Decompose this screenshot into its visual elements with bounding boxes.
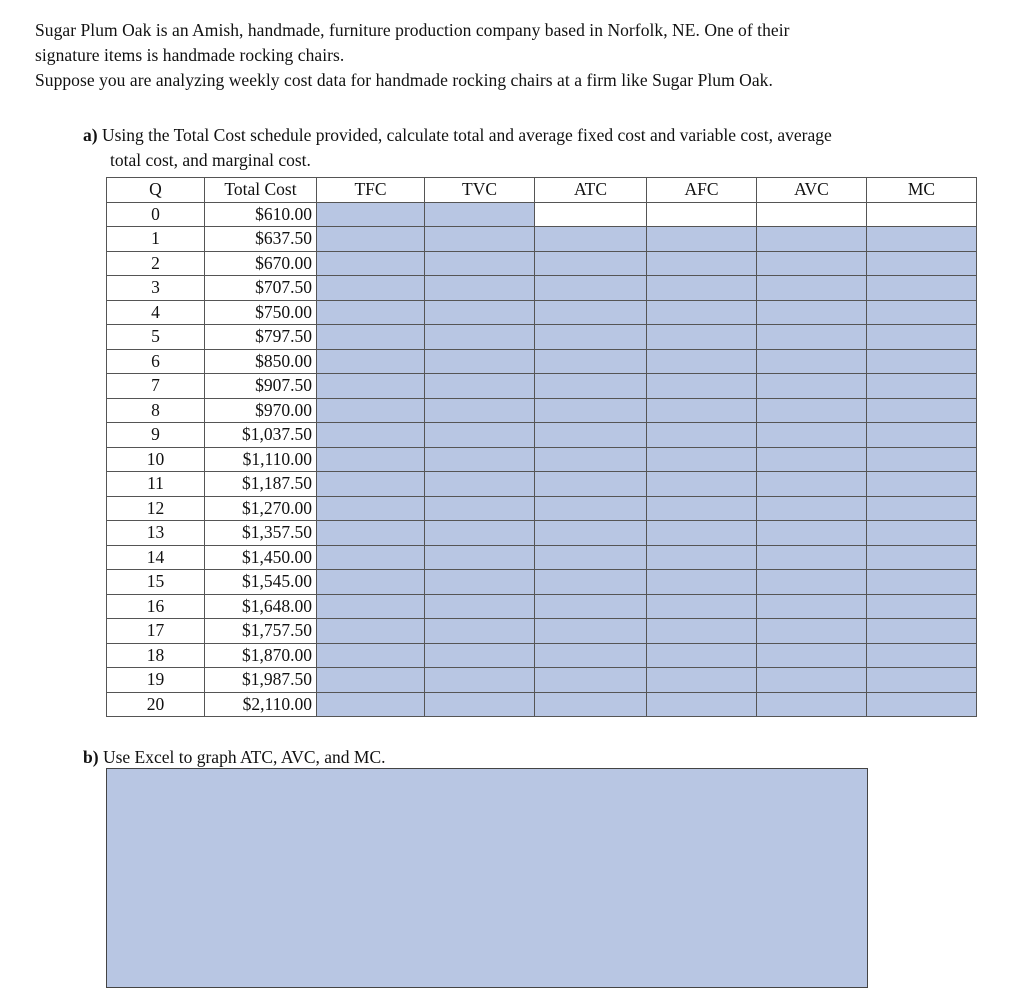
cell-total-cost: $850.00: [205, 349, 317, 374]
answer-cell-atc[interactable]: [535, 472, 647, 497]
cell-total-cost: $797.50: [205, 325, 317, 350]
part-a-label: a): [83, 125, 98, 145]
answer-cell-afc: [647, 202, 757, 227]
answer-cell-tvc[interactable]: [425, 692, 535, 717]
answer-cell-tvc[interactable]: [425, 423, 535, 448]
answer-cell-tfc[interactable]: [317, 496, 425, 521]
answer-cell-atc[interactable]: [535, 251, 647, 276]
answer-cell-atc[interactable]: [535, 643, 647, 668]
answer-cell-tfc[interactable]: [317, 472, 425, 497]
answer-cell-atc[interactable]: [535, 276, 647, 301]
answer-cell-mc[interactable]: [867, 619, 977, 644]
table-row: [107, 202, 977, 227]
cell-q: 19: [107, 668, 205, 693]
answer-cell-afc[interactable]: [647, 251, 757, 276]
answer-cell-afc[interactable]: [647, 692, 757, 717]
cell-total-cost: $1,757.50: [205, 619, 317, 644]
cell-q: 13: [107, 521, 205, 546]
cell-total-cost: $1,648.00: [205, 594, 317, 619]
cell-q: 16: [107, 594, 205, 619]
answer-cell-afc[interactable]: [647, 300, 757, 325]
answer-cell-afc[interactable]: [647, 643, 757, 668]
answer-cell-avc[interactable]: [757, 227, 867, 252]
cell-total-cost: $2,110.00: [205, 692, 317, 717]
answer-cell-atc[interactable]: [535, 619, 647, 644]
table-row: [107, 643, 977, 668]
answer-cell-mc[interactable]: [867, 349, 977, 374]
answer-cell-mc[interactable]: [867, 692, 977, 717]
answer-cell-avc[interactable]: [757, 545, 867, 570]
answer-cell-atc[interactable]: [535, 374, 647, 399]
answer-cell-mc[interactable]: [867, 496, 977, 521]
column-header-q: Q: [107, 178, 205, 203]
table-row: [107, 276, 977, 301]
table-row: [107, 668, 977, 693]
answer-cell-avc[interactable]: [757, 472, 867, 497]
answer-cell-mc[interactable]: [867, 521, 977, 546]
answer-cell-avc[interactable]: [757, 594, 867, 619]
answer-cell-mc[interactable]: [867, 594, 977, 619]
answer-cell-avc: [757, 202, 867, 227]
cell-q: 0: [107, 202, 205, 227]
cell-q: 3: [107, 276, 205, 301]
table-header-row: [107, 178, 977, 203]
answer-cell-tfc[interactable]: [317, 545, 425, 570]
cell-q: 18: [107, 643, 205, 668]
cell-total-cost: $1,987.50: [205, 668, 317, 693]
answer-cell-avc[interactable]: [757, 447, 867, 472]
answer-cell-mc[interactable]: [867, 300, 977, 325]
intro-line-2: signature items is handmade rocking chairs.: [35, 45, 345, 65]
answer-cell-tvc[interactable]: [425, 447, 535, 472]
answer-cell-mc[interactable]: [867, 570, 977, 595]
table-row: [107, 545, 977, 570]
column-header-avc: AVC: [757, 178, 867, 203]
answer-cell-avc[interactable]: [757, 398, 867, 423]
answer-cell-tfc[interactable]: [317, 202, 425, 227]
answer-cell-afc[interactable]: [647, 398, 757, 423]
cell-total-cost: $1,110.00: [205, 447, 317, 472]
answer-cell-afc[interactable]: [647, 521, 757, 546]
intro-text: [35, 18, 995, 93]
part-b-text: Use Excel to graph ATC, AVC, and MC.: [102, 747, 386, 767]
answer-cell-tfc[interactable]: [317, 619, 425, 644]
answer-cell-afc[interactable]: [647, 472, 757, 497]
answer-cell-mc[interactable]: [867, 276, 977, 301]
answer-cell-tvc[interactable]: [425, 668, 535, 693]
cell-q: 8: [107, 398, 205, 423]
answer-cell-tvc[interactable]: [425, 521, 535, 546]
cell-total-cost: $1,870.00: [205, 643, 317, 668]
answer-cell-tvc[interactable]: [425, 594, 535, 619]
table-row: [107, 447, 977, 472]
answer-cell-atc[interactable]: [535, 227, 647, 252]
cell-total-cost: $970.00: [205, 398, 317, 423]
answer-cell-tfc[interactable]: [317, 251, 425, 276]
answer-cell-mc[interactable]: [867, 668, 977, 693]
answer-cell-atc[interactable]: [535, 398, 647, 423]
answer-cell-tvc[interactable]: [425, 398, 535, 423]
answer-cell-tvc[interactable]: [425, 300, 535, 325]
cell-q: 5: [107, 325, 205, 350]
table-row: [107, 325, 977, 350]
intro-line-3: Suppose you are analyzing weekly cost data for handmade rocking chairs at a firm like Sugar Plum Oak.: [35, 70, 773, 90]
graph-answer-box[interactable]: [106, 768, 868, 988]
table-row: [107, 349, 977, 374]
part-a-text-1: Using the Total Cost schedule provided, calculate total and average fixed cost and variable cost, average: [101, 125, 832, 145]
answer-cell-atc: [535, 202, 647, 227]
cell-total-cost: $1,187.50: [205, 472, 317, 497]
cell-q: 9: [107, 423, 205, 448]
answer-cell-tfc[interactable]: [317, 668, 425, 693]
table-row: [107, 423, 977, 448]
answer-cell-tfc[interactable]: [317, 570, 425, 595]
part-a-line-1: [83, 123, 983, 148]
answer-cell-tfc[interactable]: [317, 227, 425, 252]
answer-cell-tfc[interactable]: [317, 325, 425, 350]
cell-q: 12: [107, 496, 205, 521]
answer-cell-tfc[interactable]: [317, 300, 425, 325]
column-header-mc: MC: [867, 178, 977, 203]
answer-cell-avc[interactable]: [757, 374, 867, 399]
column-header-atc: ATC: [535, 178, 647, 203]
cell-q: 2: [107, 251, 205, 276]
cell-total-cost: $1,545.00: [205, 570, 317, 595]
answer-cell-afc[interactable]: [647, 496, 757, 521]
answer-cell-avc[interactable]: [757, 251, 867, 276]
answer-cell-mc[interactable]: [867, 227, 977, 252]
answer-cell-tfc[interactable]: [317, 594, 425, 619]
table-row: [107, 570, 977, 595]
table-row: [107, 251, 977, 276]
answer-cell-tfc[interactable]: [317, 521, 425, 546]
table-body: [107, 202, 977, 717]
answer-cell-mc[interactable]: [867, 643, 977, 668]
cell-total-cost: $707.50: [205, 276, 317, 301]
table-row: [107, 472, 977, 497]
part-b-prompt: [83, 745, 386, 770]
answer-cell-atc[interactable]: [535, 349, 647, 374]
answer-cell-avc[interactable]: [757, 521, 867, 546]
table-row: [107, 374, 977, 399]
cell-total-cost: $1,357.50: [205, 521, 317, 546]
answer-cell-tvc[interactable]: [425, 325, 535, 350]
answer-cell-atc[interactable]: [535, 692, 647, 717]
table-row: [107, 594, 977, 619]
answer-cell-afc[interactable]: [647, 447, 757, 472]
answer-cell-afc[interactable]: [647, 325, 757, 350]
answer-cell-tvc[interactable]: [425, 496, 535, 521]
answer-cell-mc[interactable]: [867, 472, 977, 497]
table-row: [107, 496, 977, 521]
answer-cell-avc[interactable]: [757, 423, 867, 448]
answer-cell-tvc[interactable]: [425, 374, 535, 399]
answer-cell-tvc[interactable]: [425, 349, 535, 374]
cell-q: 7: [107, 374, 205, 399]
cell-total-cost: $637.50: [205, 227, 317, 252]
answer-cell-tfc[interactable]: [317, 349, 425, 374]
answer-cell-tfc[interactable]: [317, 423, 425, 448]
cost-schedule-table: [106, 177, 977, 717]
cell-q: 15: [107, 570, 205, 595]
answer-cell-atc[interactable]: [535, 570, 647, 595]
answer-cell-tfc[interactable]: [317, 276, 425, 301]
answer-cell-atc[interactable]: [535, 545, 647, 570]
table-row: [107, 619, 977, 644]
answer-cell-tfc[interactable]: [317, 447, 425, 472]
answer-cell-tvc[interactable]: [425, 472, 535, 497]
table-row: [107, 398, 977, 423]
column-header-afc: AFC: [647, 178, 757, 203]
answer-cell-tfc[interactable]: [317, 374, 425, 399]
answer-cell-afc[interactable]: [647, 374, 757, 399]
table-row: [107, 521, 977, 546]
answer-cell-mc[interactable]: [867, 374, 977, 399]
answer-cell-avc[interactable]: [757, 349, 867, 374]
cell-total-cost: $610.00: [205, 202, 317, 227]
answer-cell-afc[interactable]: [647, 227, 757, 252]
answer-cell-atc[interactable]: [535, 521, 647, 546]
cell-q: 11: [107, 472, 205, 497]
cell-total-cost: $1,270.00: [205, 496, 317, 521]
answer-cell-mc: [867, 202, 977, 227]
table-row: [107, 227, 977, 252]
cell-q: 6: [107, 349, 205, 374]
answer-cell-tvc[interactable]: [425, 619, 535, 644]
answer-cell-tvc[interactable]: [425, 643, 535, 668]
column-header-tfc: TFC: [317, 178, 425, 203]
answer-cell-avc[interactable]: [757, 643, 867, 668]
cell-total-cost: $750.00: [205, 300, 317, 325]
cell-q: 20: [107, 692, 205, 717]
answer-cell-atc[interactable]: [535, 325, 647, 350]
answer-cell-avc[interactable]: [757, 692, 867, 717]
cell-total-cost: $1,450.00: [205, 545, 317, 570]
answer-cell-mc[interactable]: [867, 251, 977, 276]
part-a-prompt: [83, 123, 983, 173]
answer-cell-atc[interactable]: [535, 594, 647, 619]
answer-cell-avc[interactable]: [757, 570, 867, 595]
answer-cell-tfc[interactable]: [317, 643, 425, 668]
table-row: [107, 300, 977, 325]
answer-cell-tvc[interactable]: [425, 276, 535, 301]
cell-total-cost: $1,037.50: [205, 423, 317, 448]
cell-q: 1: [107, 227, 205, 252]
answer-cell-atc[interactable]: [535, 668, 647, 693]
intro-line-1: Sugar Plum Oak is an Amish, handmade, furniture production company based in Norfolk, NE. One of their: [35, 20, 790, 40]
answer-cell-afc[interactable]: [647, 594, 757, 619]
answer-cell-atc[interactable]: [535, 496, 647, 521]
answer-cell-afc[interactable]: [647, 276, 757, 301]
answer-cell-tfc[interactable]: [317, 692, 425, 717]
cell-total-cost: $907.50: [205, 374, 317, 399]
answer-cell-tfc[interactable]: [317, 398, 425, 423]
answer-cell-avc[interactable]: [757, 300, 867, 325]
answer-cell-avc[interactable]: [757, 619, 867, 644]
answer-cell-afc[interactable]: [647, 349, 757, 374]
answer-cell-tvc[interactable]: [425, 251, 535, 276]
answer-cell-mc[interactable]: [867, 423, 977, 448]
answer-cell-mc[interactable]: [867, 545, 977, 570]
answer-cell-avc[interactable]: [757, 276, 867, 301]
answer-cell-atc[interactable]: [535, 447, 647, 472]
answer-cell-atc[interactable]: [535, 300, 647, 325]
answer-cell-tvc[interactable]: [425, 227, 535, 252]
cell-total-cost: $670.00: [205, 251, 317, 276]
answer-cell-mc[interactable]: [867, 325, 977, 350]
cell-q: 17: [107, 619, 205, 644]
column-header-total-cost: Total Cost: [205, 178, 317, 203]
answer-cell-tvc[interactable]: [425, 202, 535, 227]
answer-cell-afc[interactable]: [647, 545, 757, 570]
cell-q: 14: [107, 545, 205, 570]
part-a-text-2: total cost, and marginal cost.: [110, 150, 311, 170]
answer-cell-avc[interactable]: [757, 325, 867, 350]
answer-cell-avc[interactable]: [757, 668, 867, 693]
cell-q: 10: [107, 447, 205, 472]
answer-cell-tvc[interactable]: [425, 570, 535, 595]
table-row: [107, 692, 977, 717]
answer-cell-atc[interactable]: [535, 423, 647, 448]
answer-cell-avc[interactable]: [757, 496, 867, 521]
answer-cell-mc[interactable]: [867, 447, 977, 472]
answer-cell-afc[interactable]: [647, 668, 757, 693]
answer-cell-tvc[interactable]: [425, 545, 535, 570]
answer-cell-afc[interactable]: [647, 423, 757, 448]
part-b-label: b): [83, 747, 99, 767]
cell-q: 4: [107, 300, 205, 325]
answer-cell-mc[interactable]: [867, 398, 977, 423]
answer-cell-afc[interactable]: [647, 570, 757, 595]
answer-cell-afc[interactable]: [647, 619, 757, 644]
column-header-tvc: TVC: [425, 178, 535, 203]
